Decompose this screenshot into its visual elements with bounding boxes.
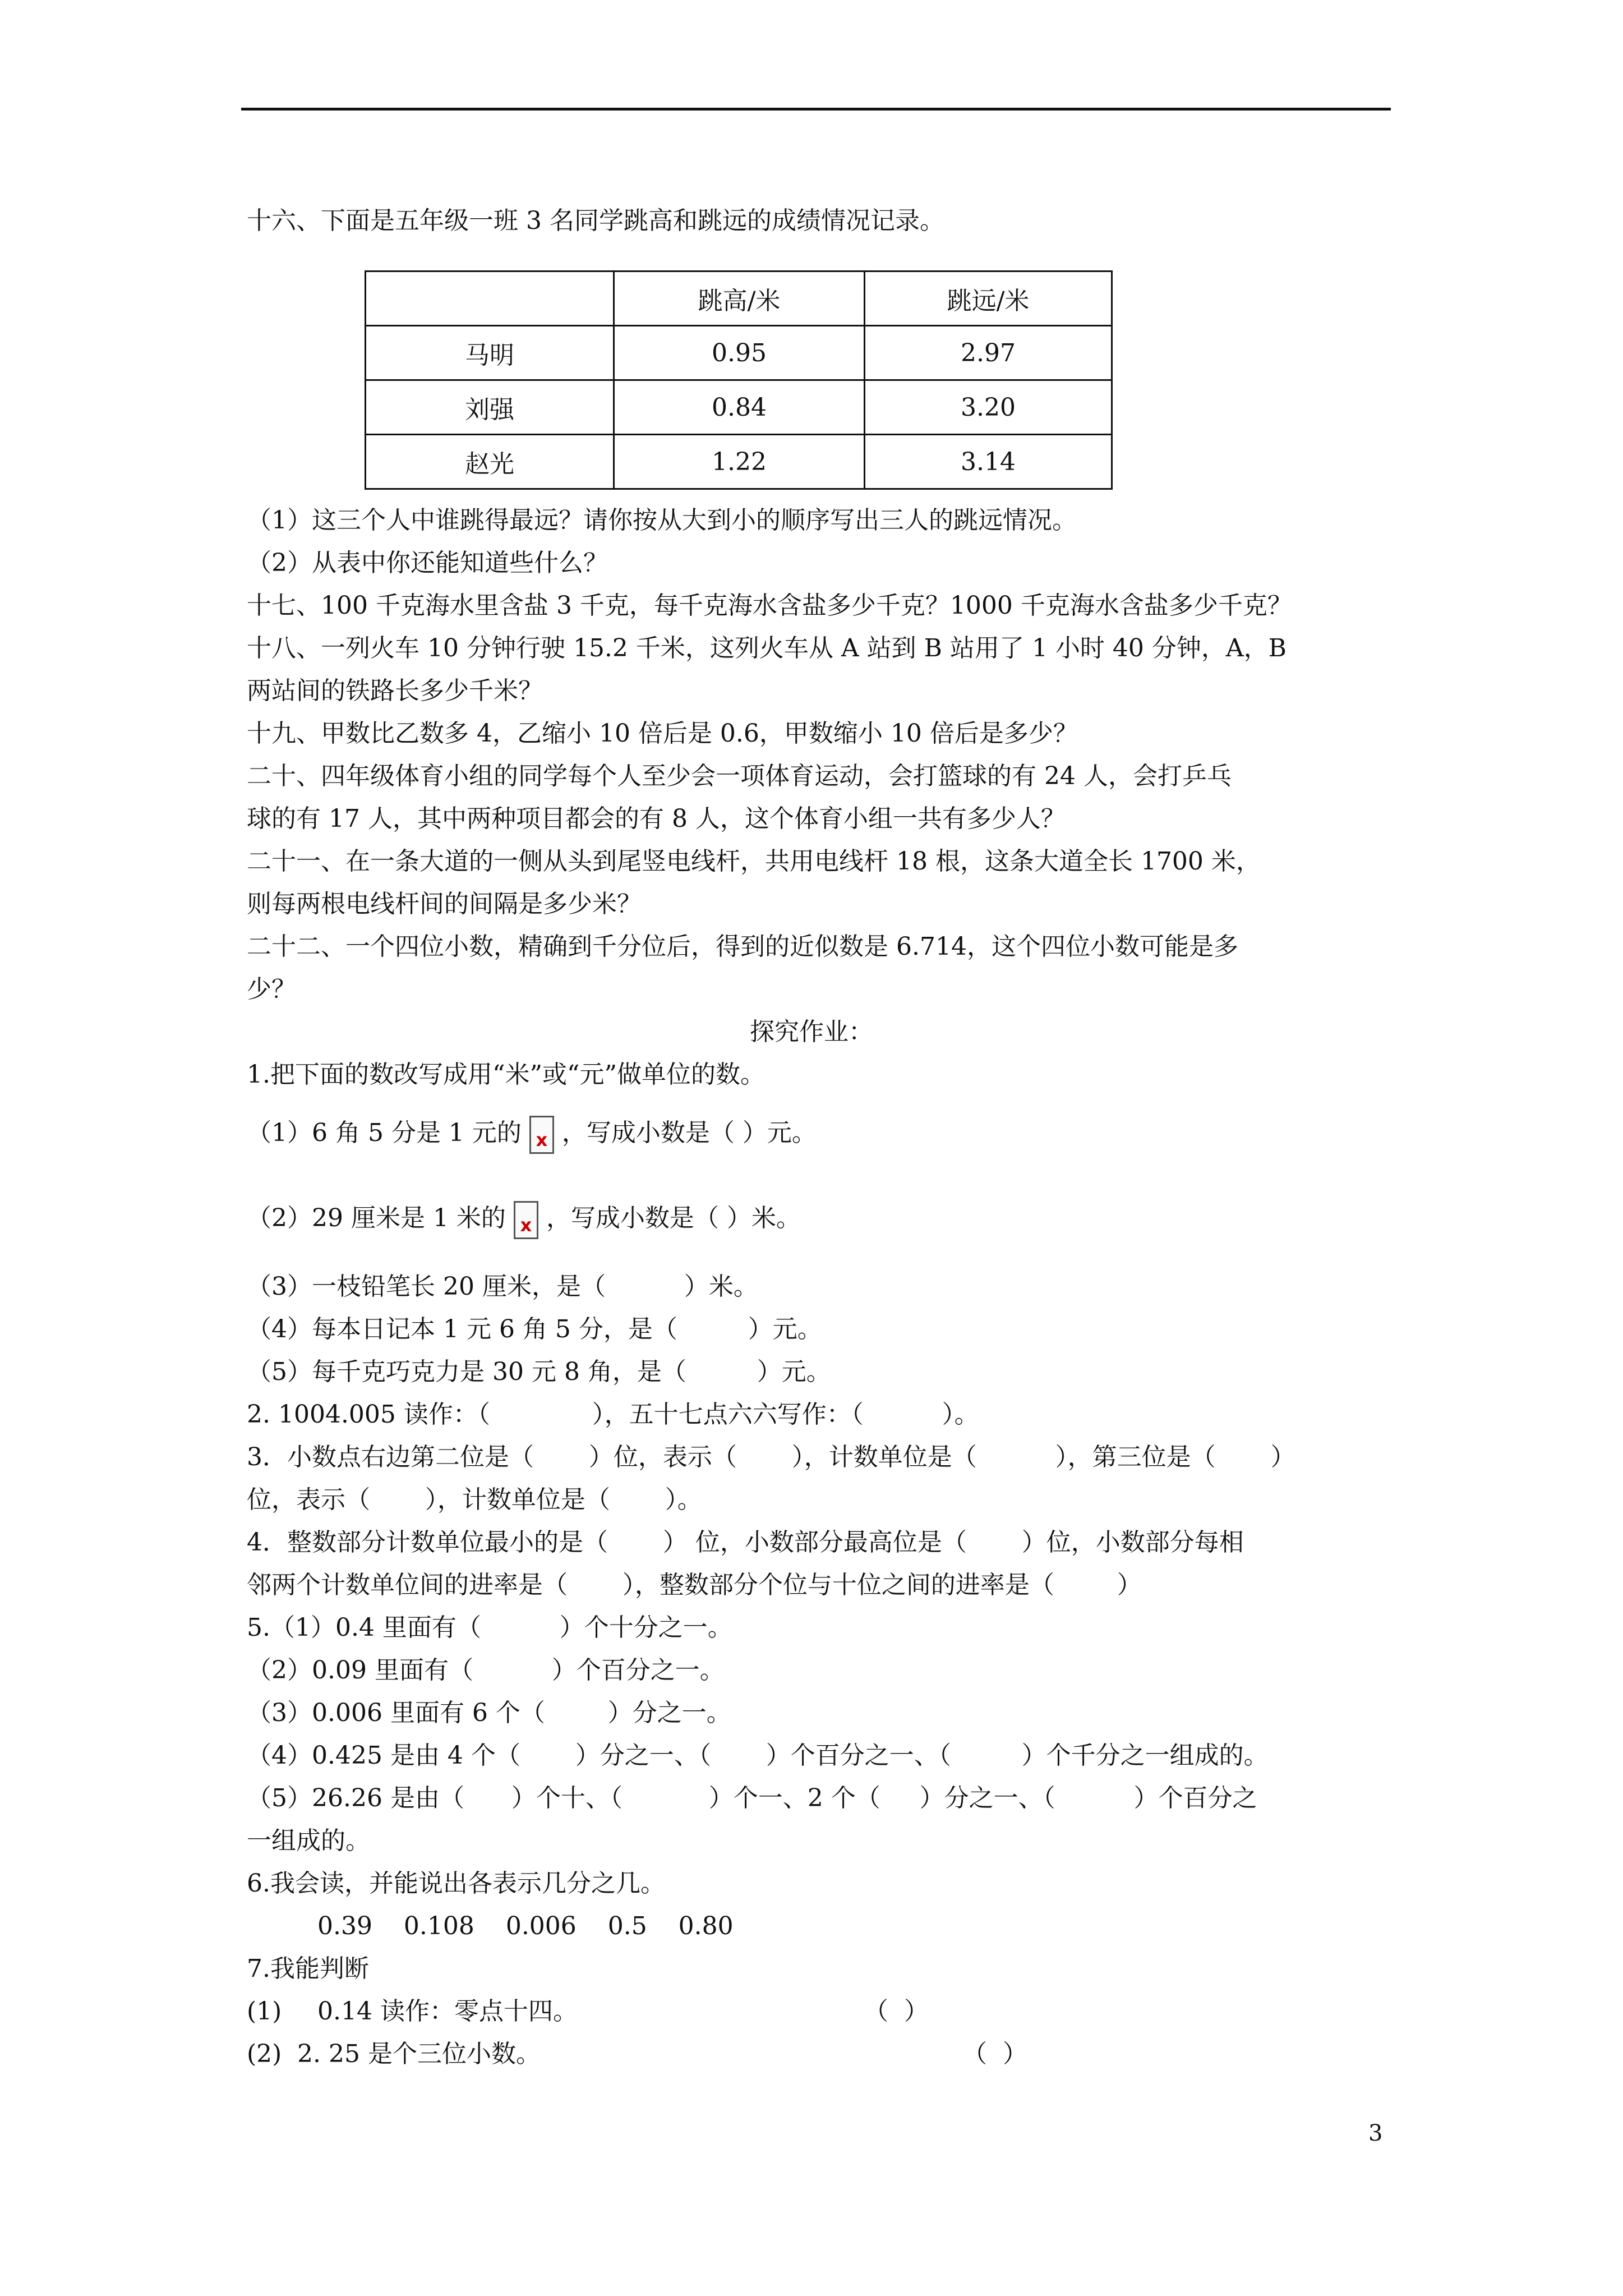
t5-sub3: （3）0.006 里面有 6 个（ ）分之一。 xyxy=(247,1699,731,1727)
score-table xyxy=(365,270,1113,490)
t7-j1-paren: （ ） xyxy=(864,1997,929,2026)
q20-line1: 二十、四年级体育小组的同学每个人至少会一项体育运动，会打篮球的有 24 人，会打乒乓 xyxy=(247,762,1232,790)
t3-line1: 3．小数点右边第二位是（ ）位，表示（ ），计数单位是（ ），第三位是（ ） xyxy=(247,1443,1295,1471)
t7-j2-paren: （ ） xyxy=(962,2040,1027,2068)
table-cell: 刘强 xyxy=(366,380,614,435)
t1-sub1 xyxy=(247,1115,817,1154)
q20-line2: 球的有 17 人，其中两种项目都会的有 8 人，这个体育小组一共有多少人？ xyxy=(247,804,1066,833)
table-cell: 马明 xyxy=(366,326,614,380)
table-cell: 赵光 xyxy=(366,435,614,489)
q18-line1: 十八、一列火车 10 分钟行驶 15.2 千米，这列火车从 A 站到 B 站用了 1 小时 40 分钟，A，B xyxy=(247,634,1287,662)
table-cell: 0.95 xyxy=(614,326,865,380)
broken-image-mark: x xyxy=(520,1214,532,1236)
t1-sub4: （4）每本日记本 1 元 6 角 5 分，是（ ）元。 xyxy=(247,1315,822,1343)
page-number: 3 xyxy=(1368,2120,1383,2146)
t7-j2-label: (2) xyxy=(247,2040,282,2068)
t5-sub1: 5.（1）0.4 里面有（ ）个十分之一。 xyxy=(247,1613,732,1642)
q21-line2: 则每两根电线杆间的间隔是多少米？ xyxy=(247,890,642,918)
q21-line1: 二十一、在一条大道的一侧从头到尾竖电线杆，共用电线杆 18 根，这条大道全长 1700 米， xyxy=(247,847,1261,876)
table-cell: 3.20 xyxy=(865,380,1112,435)
t7-j2-text: 2. 25 是个三位小数。 xyxy=(297,2040,541,2068)
q16-sub1: （1）这三个人中谁跳得最远？请你按从大到小的顺序写出三人的跳远情况。 xyxy=(247,506,1077,535)
table-cell: 2.97 xyxy=(865,326,1112,380)
broken-image-mark: x xyxy=(536,1129,548,1151)
q22-line1: 二十二、一个四位小数，精确到千分位后，得到的近似数是 6.714，这个四位小数可能是多 xyxy=(247,932,1238,961)
t2: 2. 1004.005 读作：（ ），五十七点六六写作：（ ）。 xyxy=(247,1400,979,1429)
t5-sub4: （4）0.425 是由 4 个（ ）分之一、（ ）个百分之一、（ ）个千分之一组成的。 xyxy=(247,1741,1269,1770)
table-row xyxy=(366,272,1112,326)
table-cell: 3.14 xyxy=(865,435,1112,489)
table-row xyxy=(366,326,1112,380)
fraction-image-placeholder-icon xyxy=(529,1116,554,1154)
t1-sub1-text-b: ，写成小数是（ ）元。 xyxy=(561,1119,817,1147)
t6-title: 6.我会读，并能说出各表示几分之几。 xyxy=(247,1869,665,1898)
t5-sub5-line1: （5）26.26 是由（ ）个十、（ ）个一、2 个（ ）分之一、（ ）个百分之 xyxy=(247,1784,1257,1812)
q16-title: 十六、下面是五年级一班 3 名同学跳高和跳远的成绩情况记录。 xyxy=(247,206,944,235)
fraction-image-placeholder-icon xyxy=(514,1201,538,1239)
table-cell: 1.22 xyxy=(614,435,865,489)
t4-line1: 4．整数部分计数单位最小的是（ ） 位，小数部分最高位是（ ）位，小数部分每相 xyxy=(247,1528,1244,1557)
table-row xyxy=(366,435,1112,489)
t1-sub2 xyxy=(247,1200,801,1239)
table-header-cell xyxy=(366,272,614,326)
t4-line2: 邻两个计数单位间的进率是（ ），整数部分个位与十位之间的进率是（ ） xyxy=(247,1571,1142,1599)
table-cell: 0.84 xyxy=(614,380,865,435)
t1-sub2-text-a: （2）29 厘米是 1 米的 xyxy=(247,1204,506,1232)
t1-sub3: （3）一枝铅笔长 20 厘米，是（ ）米。 xyxy=(247,1272,758,1301)
t1-title: 1.把下面的数改写成用“米”或“元”做单位的数。 xyxy=(247,1060,765,1089)
t1-sub5: （5）每千克巧克力是 30 元 8 角，是（ ）元。 xyxy=(247,1358,831,1386)
t7-j1-text: 0.14 读作：零点十四。 xyxy=(317,1997,578,2026)
header-rule xyxy=(241,108,1391,111)
table-header-cell: 跳远/米 xyxy=(865,272,1112,326)
q22-line2: 少？ xyxy=(247,975,296,1004)
t1-sub2-text-b: ，写成小数是（ ）米。 xyxy=(546,1204,801,1232)
t3-line2: 位，表示（ ），计数单位是（ ）。 xyxy=(247,1485,702,1514)
t7-title: 7.我能判断 xyxy=(247,1954,369,1983)
q17: 十七、100 千克海水里含盐 3 千克，每千克海水含盐多少千克？1000 千克海水含盐多少千克？ xyxy=(247,591,1292,620)
q16-sub2: （2）从表中你还能知道些什么？ xyxy=(247,549,608,577)
t7-j1-label: (1) xyxy=(247,1997,282,2026)
t5-sub5-line2: 一组成的。 xyxy=(247,1826,370,1855)
t6-numbers: 0.39 0.108 0.006 0.5 0.80 xyxy=(317,1912,734,1940)
t1-sub1-text-a: （1）6 角 5 分是 1 元的 xyxy=(247,1119,522,1147)
section-title: 探究作业： xyxy=(750,1018,873,1046)
t5-sub2: （2）0.09 里面有（ ）个百分之一。 xyxy=(247,1656,725,1685)
table-row xyxy=(366,380,1112,435)
q18-line2: 两站间的铁路长多少千米？ xyxy=(247,677,543,705)
q19: 十九、甲数比乙数多 4，乙缩小 10 倍后是 0.6，甲数缩小 10 倍后是多少？ xyxy=(247,719,1078,748)
table-header-cell: 跳高/米 xyxy=(614,272,865,326)
